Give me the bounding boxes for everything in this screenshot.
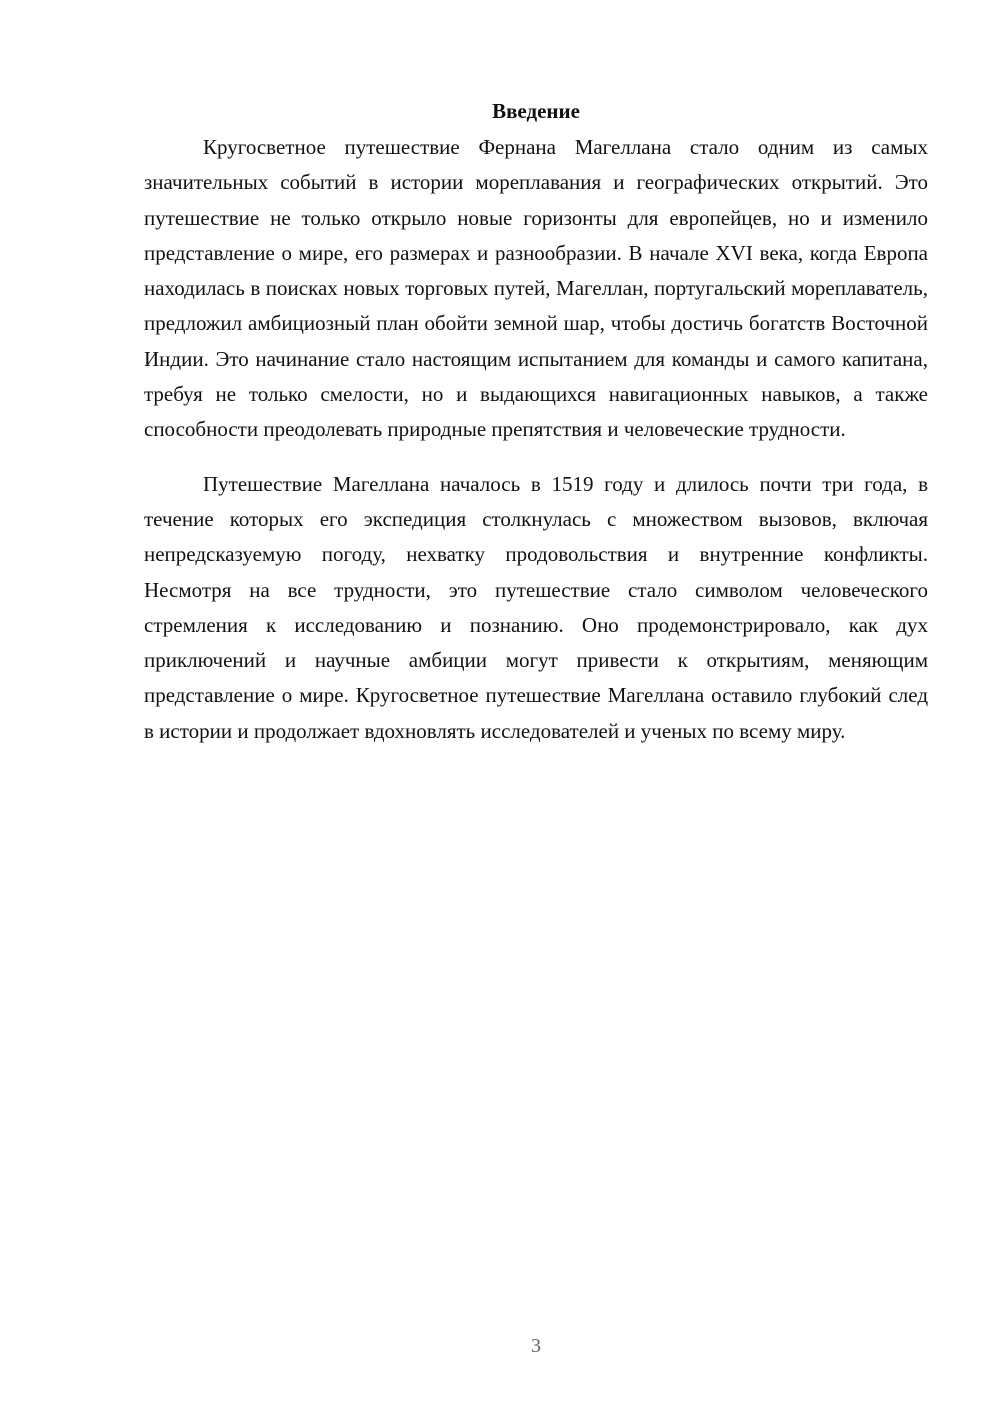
page-content [144,95,928,749]
page-number: 3 [531,1335,541,1357]
paragraph-2: Путешествие Магеллана началось в 1519 году и длилось почти три года, в течение которых его экспедиция столкнулась с множеством вызовов, включая непредсказуемую погоду, нехватку продовольствия и внутренние конфликты. Несмотря на все трудности, это путешествие стало символом человеческого стремления к исследованию и познанию. Оно продемонстрировало, как дух приключений и научные амбиции могут привести к открытиям, меняющим представление о мире. Кругосветное путешествие Магеллана оставило глубокий след в истории и продолжает вдохновлять исследователей и ученых по всему миру. [144,471,928,743]
paragraph-1: Кругосветное путешествие Фернана Магеллана стало одним из самых значительных событий в истории мореплавания и географических открытий. Это путешествие не только открыло новые горизонты для европейцев, но и изменило представление о мире, его размерах и разнообразии. В начале XVI века, когда Европа находилась в поисках новых торговых путей, Магеллан, португальский мореплаватель, предложил амбициозный план обойти земной шар, чтобы достичь богатств Восточной Индии. Это начинание стало настоящим испытанием для команды и самого капитана, требуя не только смелости, но и выдающихся навигационных навыков, а также способности преодолевать природные препятствия и человеческие трудности. [144,135,928,442]
section-title: Введение [492,99,580,123]
